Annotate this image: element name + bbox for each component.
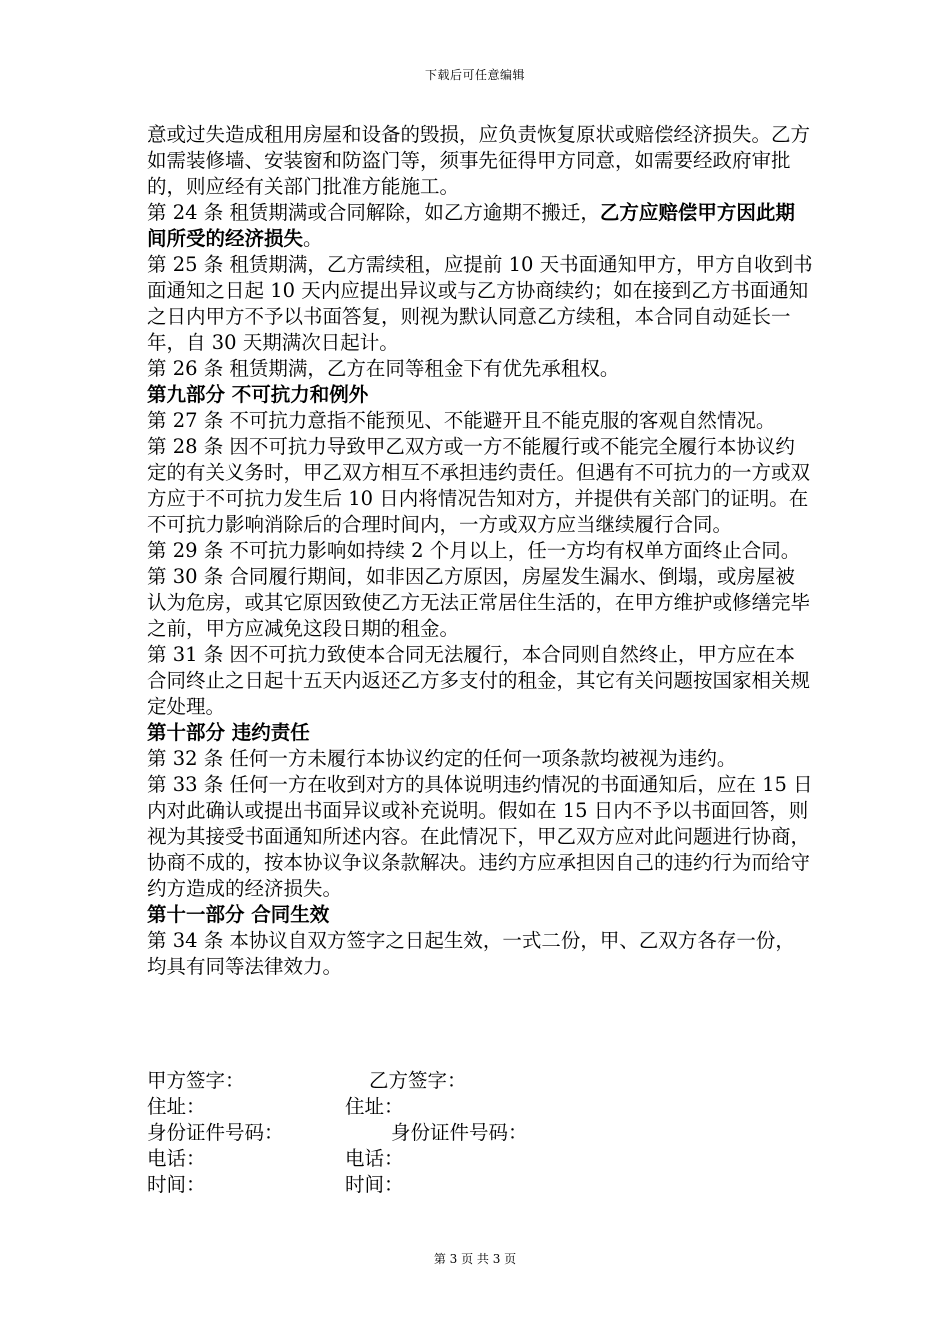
section-heading-part9: 第九部分 不可抗力和例外: [147, 383, 369, 406]
signature-block: [147, 1068, 813, 1198]
article-34: 第 34 条 本协议自双方签字之日起生效，一式二份，甲、乙双方各存一份，均具有同等法律效力。: [147, 929, 795, 978]
party-b-address-label: 住址：: [345, 1095, 404, 1118]
article-26: 第 26 条 租赁期满，乙方在同等租金下有优先承租权。: [147, 357, 620, 380]
article-30: 第 30 条 合同履行期间，如非因乙方原因，房屋发生漏水、倒塌，或房屋被认为危房，或其它原因致使乙方无法正常居住生活的，在甲方维护或修缮完毕之前，甲方应减免这段日期的租金。: [147, 565, 811, 640]
party-a-address-label: 住址：: [147, 1095, 206, 1118]
party-b-phone-label: 电话：: [345, 1147, 404, 1170]
address-row: [147, 1094, 813, 1120]
section-heading-part10: 第十部分 违约责任: [147, 721, 310, 744]
section-heading-part11: 第十一部分 合同生效: [147, 903, 330, 926]
article-24-text: 第 24 条 租赁期满或合同解除，如乙方逾期不搬迁，: [147, 201, 600, 224]
article-33: 第 33 条 任何一方在收到对方的具体说明违约情况的书面通知后，应在 15 日内对此确认或提出书面异议或补充说明。假如在 15 日内不予以书面回答，则视为其接受书面通知所述内容。在此情况下，甲乙双方应对此问题进行协商，协商不成的，按本协议争议条款解决。违约方应承担因自己的违约行为而给守约方造成的经济损失。: [147, 773, 813, 900]
document-body: [147, 122, 813, 980]
party-a-phone-label: 电话：: [147, 1147, 206, 1170]
phone-row: [147, 1146, 813, 1172]
party-a-time-label: 时间：: [147, 1173, 206, 1196]
article-27: 第 27 条 不可抗力意指不能预见、不能避开且不能克服的客观自然情况。: [147, 409, 776, 432]
article-31: 第 31 条 因不可抗力致使本合同无法履行，本合同则自然终止，甲方应在本合同终止之日起十五天内返还乙方多支付的租金，其它有关问题按国家相关规定处理。: [147, 643, 811, 718]
article-32: 第 32 条 任何一方未履行本协议约定的任何一项条款均被视为违约。: [147, 747, 737, 770]
article-28: 第 28 条 因不可抗力导致甲乙双方或一方不能履行或不能完全履行本协议约定的有关义务时，甲乙双方相互不承担违约责任。但遇有不可抗力的一方或双方应于不可抗力发生后 10 日内将情况告知对方，并提供有关部门的证明。在不可抗力影响消除后的合理时间内，一方或双方应当继续履行合同。: [147, 435, 811, 536]
page-footer: 第 3 页 共 3 页: [433, 1252, 517, 1266]
paragraph-continuation: 意或过失造成租用房屋和设备的毁损，应负责恢复原状或赔偿经济损失。乙方如需装修墙、安装窗和防盗门等，须事先征得甲方同意，如需要经政府审批的，则应经有关部门批准方能施工。: [147, 123, 811, 198]
signature-row: [147, 1068, 813, 1094]
article-24: [147, 200, 813, 252]
party-b-id-label: 身份证件号码：: [391, 1121, 528, 1144]
article-29: 第 29 条 不可抗力影响如持续 2 个月以上，任一方均有权单方面终止合同。: [147, 539, 801, 562]
article-25: 第 25 条 租赁期满，乙方需续租，应提前 10 天书面通知甲方，甲方自收到书面通知之日起 10 天内应提出异议或与乙方协商续约；如在接到乙方书面通知之日内甲方不予以书面答复，则视为默认同意乙方续租，本合同自动延长一年，自 30 天期满次日起计。: [147, 253, 813, 354]
article-24-end: 。: [303, 227, 323, 250]
id-row: [147, 1120, 813, 1146]
time-row: [147, 1172, 813, 1198]
page-header: 下载后可任意编辑: [424, 68, 525, 82]
article-24-bold: 乙方应赔偿甲方因此期间所受的经济损失: [147, 201, 795, 250]
party-b-signature-label: 乙方签字：: [369, 1069, 467, 1092]
party-a-signature-label: 甲方签字：: [147, 1069, 245, 1092]
party-a-id-label: 身份证件号码：: [147, 1121, 284, 1144]
party-b-time-label: 时间：: [345, 1173, 404, 1196]
